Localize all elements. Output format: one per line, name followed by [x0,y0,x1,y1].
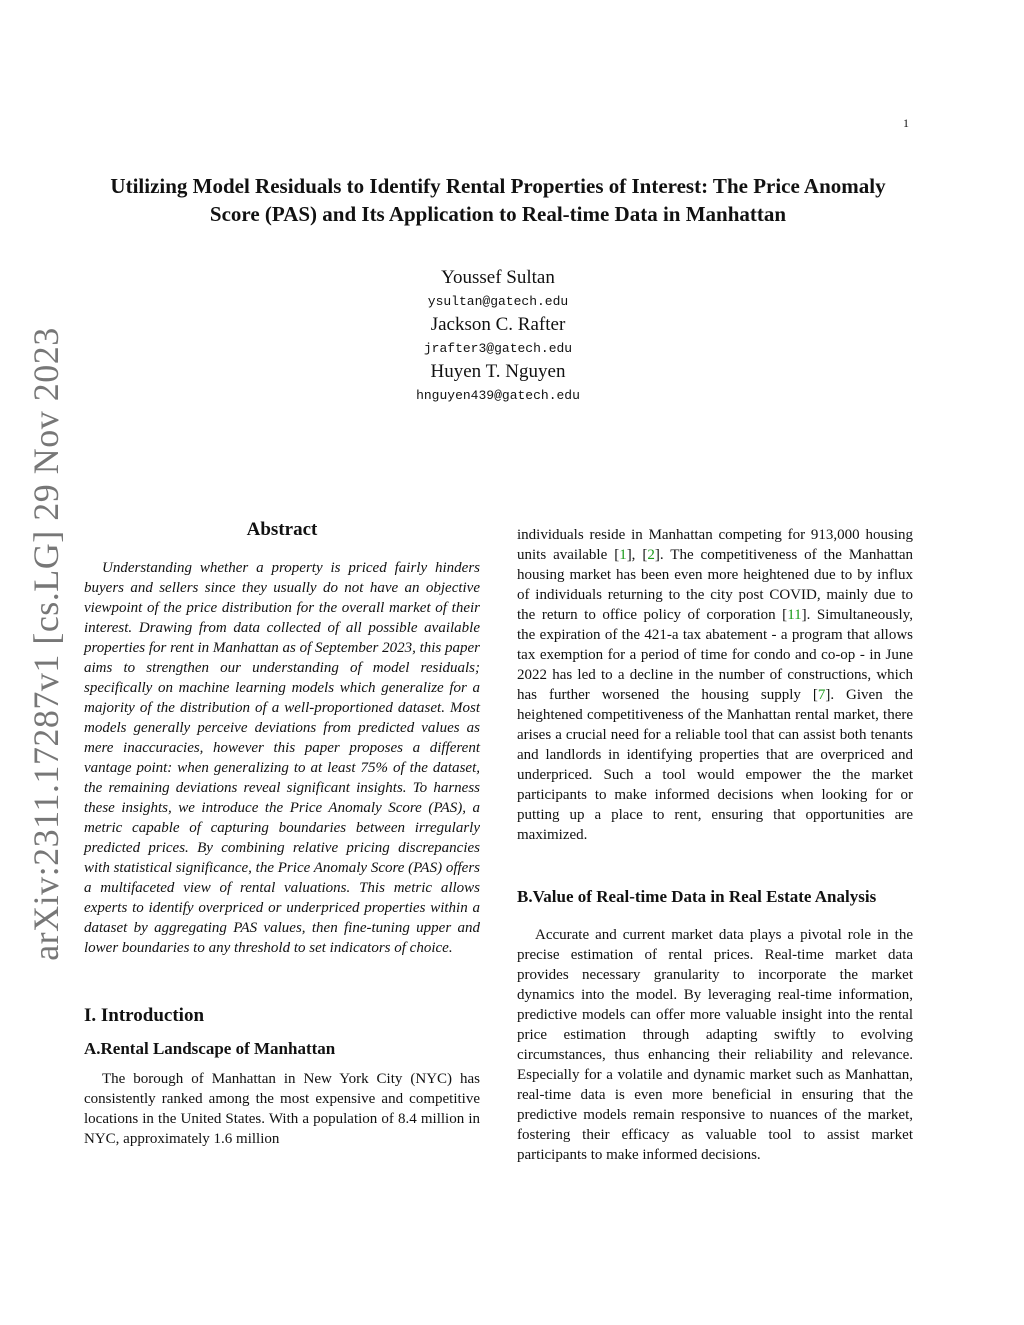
author-name: Jackson C. Rafter [430,314,566,335]
author-email: ysultan@gatech.edu [427,294,569,309]
subsection-heading-real-time-data: B.Value of Real-time Data in Real Estate Analysis [517,887,877,906]
citation-link[interactable]: 1 [619,547,627,563]
author-name: Youssef Sultan [441,267,555,288]
body-paragraph-continued [517,525,913,845]
body-text: ]. Given the heightened competitiveness of the Manhattan rental market, there arises a crucial need for a reliable tool that can assist both tenants and landlords in identifying properties that are overpriced and underpriced. Such a tool would empower the the market participants to make informed decisions when looking for or putting up a place to rent, ensuring that opportunities are maximized. [517,687,913,843]
citation-link[interactable]: 2 [647,547,655,563]
arxiv-identifier: arXiv:2311.17287v1 [cs.LG] 29 Nov 2023 [26,327,66,961]
author-block [300,266,696,407]
subsection-heading-rental-landscape: A.Rental Landscape of Manhattan [84,1039,336,1058]
author-name: Huyen T. Nguyen [430,361,566,382]
body-text: ]. Simultaneously, the expiration of the 421-a tax abatement - a program that allows tax exemption for a period of time for condo and co-op - in June 2022 has led to a decline in the number of constructions, which has further worsened the housing supply [ [517,607,913,703]
paper-title: Utilizing Model Residuals to Identify Rental Properties of Interest: The Price Anomaly Score (PAS) and Its Application to Real-time Data in Manhattan [110,174,886,226]
body-paragraph: Accurate and current market data plays a pivotal role in the precise estimation of rental prices. Real-time market data provides necessary granularity to incorporate the market dynamics into the model. By leveraging real-time information, predictive models can offer more valuable insight into the rental price estimation through adapting swiftly to evolving circumstances, thus enhancing their reliability and relevance. Especially for a volatile and dynamic market such as Manhattan, real-time data is even more beneficial in ensuring that the predictive models remain responsive to nuances of the market, fostering their efficacy as valuable tool to assist market participants to make informed decisions. [517,927,913,1163]
abstract-text: Understanding whether a property is priced fairly hinders buyers and sellers since they usually do not have an objective viewpoint of the price distribution for the overall market of their interest. Drawing from data collected of all possible available properties for rent in Manhattan as of September 2023, this paper aims to strengthen our understanding of model residuals; specifically on machine learning models which generalize for a majority of the distribution of a well-proportioned dataset. Most models generally perceive deviations from predicted values as mere inaccuracies, however this paper proposes a different vantage point: when generalizing to at least 75% of the dataset, the remaining deviations reveal significant insights. To harness these insights, we introduce the Price Anomaly Score (PAS), a metric capable of capturing boundaries between irregularly predicted prices. By combining relative pricing discrepancies with statistical significance, the Price Anomaly Score (PAS) offers a multifaceted view of rental valuations. This metric allows experts to identify overpriced or underpriced properties within a dataset by aggregating PAS values, then fine-tuning upper and lower boundaries to any threshold to set indicators of choice. [84,560,480,956]
author-email: hnguyen439@gatech.edu [416,388,580,403]
left-column [84,520,480,1149]
page-number: 1 [903,116,909,130]
abstract-heading: Abstract [246,519,318,540]
body-paragraph: The borough of Manhattan in New York City (NYC) has consistently ranked among the most expensive and competitive locations in the United States. With a population of 8.4 million in NYC, approximately 1.6 million [84,1071,480,1147]
body-text: ], [ [626,547,648,563]
body-text: individuals reside in Manhattan competing for 913,000 housing units available [ [517,527,913,563]
body-text: ]. The competitiveness of the Manhattan housing market has been even more heightened due to by influx of individuals returning to the city post COVID, mainly due to the return to office policy of corporation [ [517,547,913,623]
author-email: jrafter3@gatech.edu [423,341,573,356]
citation-link[interactable]: 11 [787,607,802,623]
citation-link[interactable]: 7 [817,687,826,703]
section-heading-introduction: I. Introduction [84,1005,205,1026]
right-column [517,525,913,1165]
